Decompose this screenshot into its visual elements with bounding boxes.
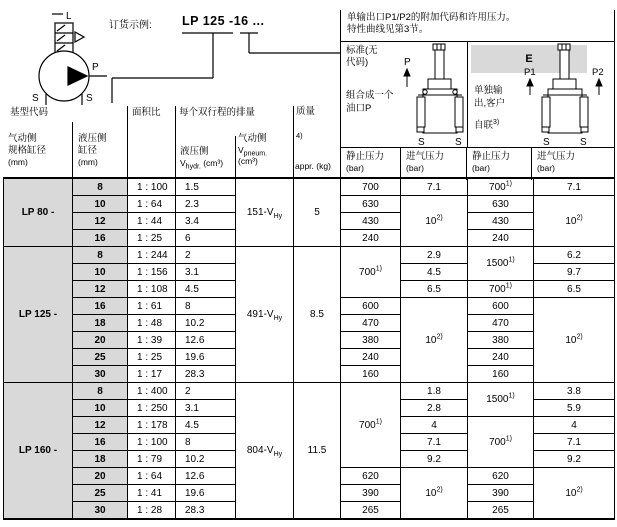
cell-e-static-pressure: 1500$^{1)}$ xyxy=(468,247,534,281)
port-l-label: L xyxy=(66,11,72,22)
cell-bore: 16 xyxy=(73,230,128,247)
cell-area-ratio: 1 : 79 xyxy=(128,451,176,468)
e-code-badge: E xyxy=(471,45,587,73)
cell-e-static-pressure: 700$^{1)}$ xyxy=(468,281,534,298)
cell-v-pneum: $804-V_{Hy}$ xyxy=(236,383,294,520)
cell-v-hydr: 3.1 xyxy=(176,400,236,417)
cell-e-static-pressure: 600 xyxy=(468,298,534,315)
cell-e-static-pressure: 620 xyxy=(468,468,534,485)
cell-std-static-pressure: 600 xyxy=(341,298,401,315)
cell-bore: 12 xyxy=(73,213,128,230)
cell-bore: 8 xyxy=(73,178,128,196)
cell-bore: 10 xyxy=(73,264,128,281)
e-s-right-label: S xyxy=(580,137,587,147)
cell-v-hydr: 10.2 xyxy=(176,451,236,468)
cell-bore: 20 xyxy=(73,468,128,485)
cell-v-pneum: $491-V_{Hy}$ xyxy=(236,247,294,383)
cell-area-ratio: 1 : 48 xyxy=(128,315,176,332)
cell-e-inlet-pressure: 3.8 xyxy=(534,383,615,400)
port-s-left-label: S xyxy=(32,93,39,104)
cell-v-hydr: 8 xyxy=(176,434,236,451)
cell-std-inlet-pressure: 4.5 xyxy=(401,264,468,281)
cell-e-inlet-pressure: 5.9 xyxy=(534,400,615,417)
rule-area-ratio-left xyxy=(127,106,128,178)
cell-std-inlet-pressure: 2.9 xyxy=(401,247,468,264)
cell-area-ratio: 1 : 61 xyxy=(128,298,176,315)
header-area-ratio: 面积比 xyxy=(132,107,161,118)
cell-e-static-pressure: 700$^{1)}$ xyxy=(468,417,534,468)
title-line-1: 单输出口P1/P2的附加代码和许用压力。 xyxy=(347,12,516,23)
cell-std-static-pressure: 390 xyxy=(341,485,401,502)
table-row xyxy=(4,247,615,264)
cell-area-ratio: 1 : 100 xyxy=(128,434,176,451)
rule-displacement-split xyxy=(235,136,236,178)
cell-std-inlet-pressure: 10$^{2)}$ xyxy=(401,196,468,247)
standard-port-p-label: P xyxy=(404,57,411,68)
cell-e-inlet-pressure: 4 xyxy=(534,417,615,434)
cell-e-inlet-pressure: 10$^{2)}$ xyxy=(534,468,615,520)
cell-bore: 12 xyxy=(73,281,128,298)
cell-e-static-pressure: 265 xyxy=(468,502,534,520)
cell-std-static-pressure: 620 xyxy=(341,468,401,485)
cell-v-hydr: 3.4 xyxy=(176,213,236,230)
cell-std-inlet-pressure: 6.5 xyxy=(401,281,468,298)
cell-v-hydr: 2.3 xyxy=(176,196,236,213)
cell-std-inlet-pressure: 9.2 xyxy=(401,451,468,468)
cell-v-hydr: 3.1 xyxy=(176,264,236,281)
cell-e-static-pressure: 160 xyxy=(468,366,534,383)
cell-bore: 16 xyxy=(73,434,128,451)
cell-e-static-pressure: 430 xyxy=(468,213,534,230)
cell-e-static-pressure: 470 xyxy=(468,315,534,332)
header-mass-footnote: 4) xyxy=(296,131,303,140)
standard-variant-diagram xyxy=(399,43,466,147)
cell-v-hydr: 19.6 xyxy=(176,485,236,502)
cell-std-inlet-pressure: 1.8 xyxy=(401,383,468,400)
port-p-label: P xyxy=(92,62,99,73)
cell-e-static-pressure: 380 xyxy=(468,332,534,349)
cell-area-ratio: 1 : 41 xyxy=(128,485,176,502)
table-row xyxy=(4,383,615,400)
cell-std-inlet-pressure: 7.1 xyxy=(401,178,468,196)
cell-model: LP 125 - xyxy=(4,247,73,383)
specification-table xyxy=(3,177,615,520)
header-mass-unit: appr. (kg) xyxy=(295,161,331,171)
cell-e-static-pressure: 240 xyxy=(468,230,534,247)
cell-area-ratio: 1 : 178 xyxy=(128,417,176,434)
order-example-label: 订货示例: xyxy=(109,20,152,31)
cell-e-inlet-pressure: 7.1 xyxy=(534,434,615,451)
cell-e-static-pressure: 630 xyxy=(468,196,534,213)
header-std-inlet-pressure: 进气压力 (bar) xyxy=(400,148,466,180)
cell-e-inlet-pressure: 7.1 xyxy=(534,178,615,196)
cell-bore: 16 xyxy=(73,298,128,315)
header-pneumatic-bore: 气动侧 规格缸径 (mm) xyxy=(8,133,47,167)
cell-v-hydr: 1.5 xyxy=(176,178,236,196)
standard-variant-section xyxy=(341,42,467,147)
rule-base-code-split xyxy=(72,122,73,178)
e-variant-diagram xyxy=(524,43,608,147)
standard-s-right-label: S xyxy=(455,137,462,147)
header-displacement: 每个双行程的排量 xyxy=(179,107,256,118)
cell-std-static-pressure: 240 xyxy=(341,349,401,366)
cell-mass: 8.5 xyxy=(294,247,341,383)
e-port-p1-label: P1 xyxy=(524,67,536,78)
cell-v-hydr: 4.5 xyxy=(176,417,236,434)
cell-bore: 20 xyxy=(73,332,128,349)
cell-v-hydr: 2 xyxy=(176,247,236,264)
cell-e-inlet-pressure: 6.5 xyxy=(534,281,615,298)
cell-mass: 5 xyxy=(294,178,341,247)
cell-std-static-pressure: 240 xyxy=(341,230,401,247)
order-example-code: LP 125 -16 ... xyxy=(182,14,265,28)
group-lp160 xyxy=(4,383,615,520)
additional-code-box xyxy=(340,10,615,178)
cell-e-inlet-pressure: 9.7 xyxy=(534,264,615,281)
title-line-2: 特性曲线见第3节。 xyxy=(347,24,429,35)
e-desc-1: 单独输 xyxy=(474,85,503,96)
cell-bore: 10 xyxy=(73,196,128,213)
standard-s-left-label: S xyxy=(418,137,425,147)
e-s-left-label: S xyxy=(543,137,550,147)
cell-std-static-pressure: 160 xyxy=(341,366,401,383)
header-mass: 质量 xyxy=(296,106,316,117)
group-lp80 xyxy=(4,178,615,247)
cell-bore: 12 xyxy=(73,417,128,434)
cell-e-inlet-pressure: 10$^{2)}$ xyxy=(534,196,615,247)
rule-mass-left xyxy=(293,106,294,178)
cell-e-static-pressure: 240 xyxy=(468,349,534,366)
cell-bore: 8 xyxy=(73,383,128,400)
cell-model: LP 160 - xyxy=(4,383,73,520)
cell-area-ratio: 1 : 64 xyxy=(128,468,176,485)
cell-area-ratio: 1 : 244 xyxy=(128,247,176,264)
cell-v-hydr: 2 xyxy=(176,383,236,400)
cell-v-hydr: 10.2 xyxy=(176,315,236,332)
cell-bore: 30 xyxy=(73,366,128,383)
cell-model: LP 80 - xyxy=(4,178,73,247)
standard-label: 标准(无 xyxy=(346,45,378,56)
cell-bore: 30 xyxy=(73,502,128,520)
cell-area-ratio: 1 : 64 xyxy=(128,196,176,213)
header-e-inlet-pressure: 进气压力 (bar) xyxy=(531,148,614,180)
header-e-static-pressure: 静止压力 (bar) xyxy=(466,148,531,180)
e-desc-3: 自联$^{3)}$ xyxy=(474,118,500,131)
cell-bore: 25 xyxy=(73,349,128,366)
cell-area-ratio: 1 : 156 xyxy=(128,264,176,281)
cell-area-ratio: 1 : 44 xyxy=(128,213,176,230)
cell-area-ratio: 1 : 100 xyxy=(128,178,176,196)
cell-std-static-pressure: 430 xyxy=(341,213,401,230)
cell-e-inlet-pressure: 10$^{2)}$ xyxy=(534,298,615,383)
cell-std-inlet-pressure: 2.8 xyxy=(401,400,468,417)
cell-v-hydr: 8 xyxy=(176,298,236,315)
pressure-header-row xyxy=(341,148,614,180)
standard-desc: 组合成一个 xyxy=(346,90,394,101)
header-std-static-pressure: 静止压力 (bar) xyxy=(346,151,385,173)
cell-area-ratio: 1 : 108 xyxy=(128,281,176,298)
cell-e-static-pressure: 1500$^{1)}$ xyxy=(468,383,534,417)
cell-v-hydr: 19.6 xyxy=(176,349,236,366)
cell-v-hydr: 12.6 xyxy=(176,468,236,485)
cell-mass: 11.5 xyxy=(294,383,341,520)
cell-std-static-pressure: 470 xyxy=(341,315,401,332)
e-desc-2: 出,客户 xyxy=(474,98,506,109)
standard-label-2: 代码) xyxy=(346,57,369,68)
table-row xyxy=(4,178,615,196)
cell-e-static-pressure: 390 xyxy=(468,485,534,502)
e-desc-footnote: 3) xyxy=(493,118,500,126)
cell-std-inlet-pressure: 10$^{2)}$ xyxy=(401,468,468,520)
cell-std-static-pressure: 700 xyxy=(341,178,401,196)
cell-e-inlet-pressure: 9.2 xyxy=(534,451,615,468)
cell-v-hydr: 4.5 xyxy=(176,281,236,298)
e-port-p2-label: P2 xyxy=(592,67,604,78)
cell-std-static-pressure: 700$^{1)}$ xyxy=(341,247,401,298)
cell-bore: 10 xyxy=(73,400,128,417)
cell-v-pneum: $151-V_{Hy}$ xyxy=(236,178,294,247)
cell-area-ratio: 1 : 400 xyxy=(128,383,176,400)
cell-area-ratio: 1 : 25 xyxy=(128,349,176,366)
cell-v-hydr: 28.3 xyxy=(176,366,236,383)
cell-area-ratio: 1 : 25 xyxy=(128,230,176,247)
cell-v-hydr: 12.6 xyxy=(176,332,236,349)
header-pneumatic-side: 气动侧 $V_{pneum.}$ (cm³) xyxy=(238,133,268,166)
additional-code-title xyxy=(341,10,614,42)
cell-v-hydr: 6 xyxy=(176,230,236,247)
header-base-code: 基型代码 xyxy=(10,107,49,118)
cell-bore: 8 xyxy=(73,247,128,264)
rule-displacement-left xyxy=(175,106,176,178)
cell-std-static-pressure: 380 xyxy=(341,332,401,349)
cell-std-inlet-pressure: 10$^{2)}$ xyxy=(401,298,468,383)
cell-bore: 25 xyxy=(73,485,128,502)
cell-v-hydr: 28.3 xyxy=(176,502,236,520)
cell-e-static-pressure: 700$^{1)}$ xyxy=(468,178,534,196)
port-s-right-label: S xyxy=(86,93,93,104)
cell-bore: 18 xyxy=(73,451,128,468)
e-variant-section xyxy=(467,42,614,147)
cell-std-static-pressure: 630 xyxy=(341,196,401,213)
header-hydraulic-bore: 液压侧 缸径 (mm) xyxy=(78,133,107,167)
cell-std-inlet-pressure: 7.1 xyxy=(401,434,468,451)
header-hydraulic-side: 液压侧 $V_{hydr.}$ (cm³) xyxy=(180,146,224,171)
cell-area-ratio: 1 : 28 xyxy=(128,502,176,520)
group-lp125 xyxy=(4,247,615,383)
cell-area-ratio: 1 : 250 xyxy=(128,400,176,417)
cell-area-ratio: 1 : 17 xyxy=(128,366,176,383)
cell-area-ratio: 1 : 39 xyxy=(128,332,176,349)
cell-bore: 18 xyxy=(73,315,128,332)
cell-std-static-pressure: 700$^{1)}$ xyxy=(341,383,401,468)
standard-desc-2: 油口P xyxy=(346,103,372,114)
cell-std-static-pressure: 265 xyxy=(341,502,401,520)
cell-e-inlet-pressure: 6.2 xyxy=(534,247,615,264)
cell-std-inlet-pressure: 4 xyxy=(401,417,468,434)
